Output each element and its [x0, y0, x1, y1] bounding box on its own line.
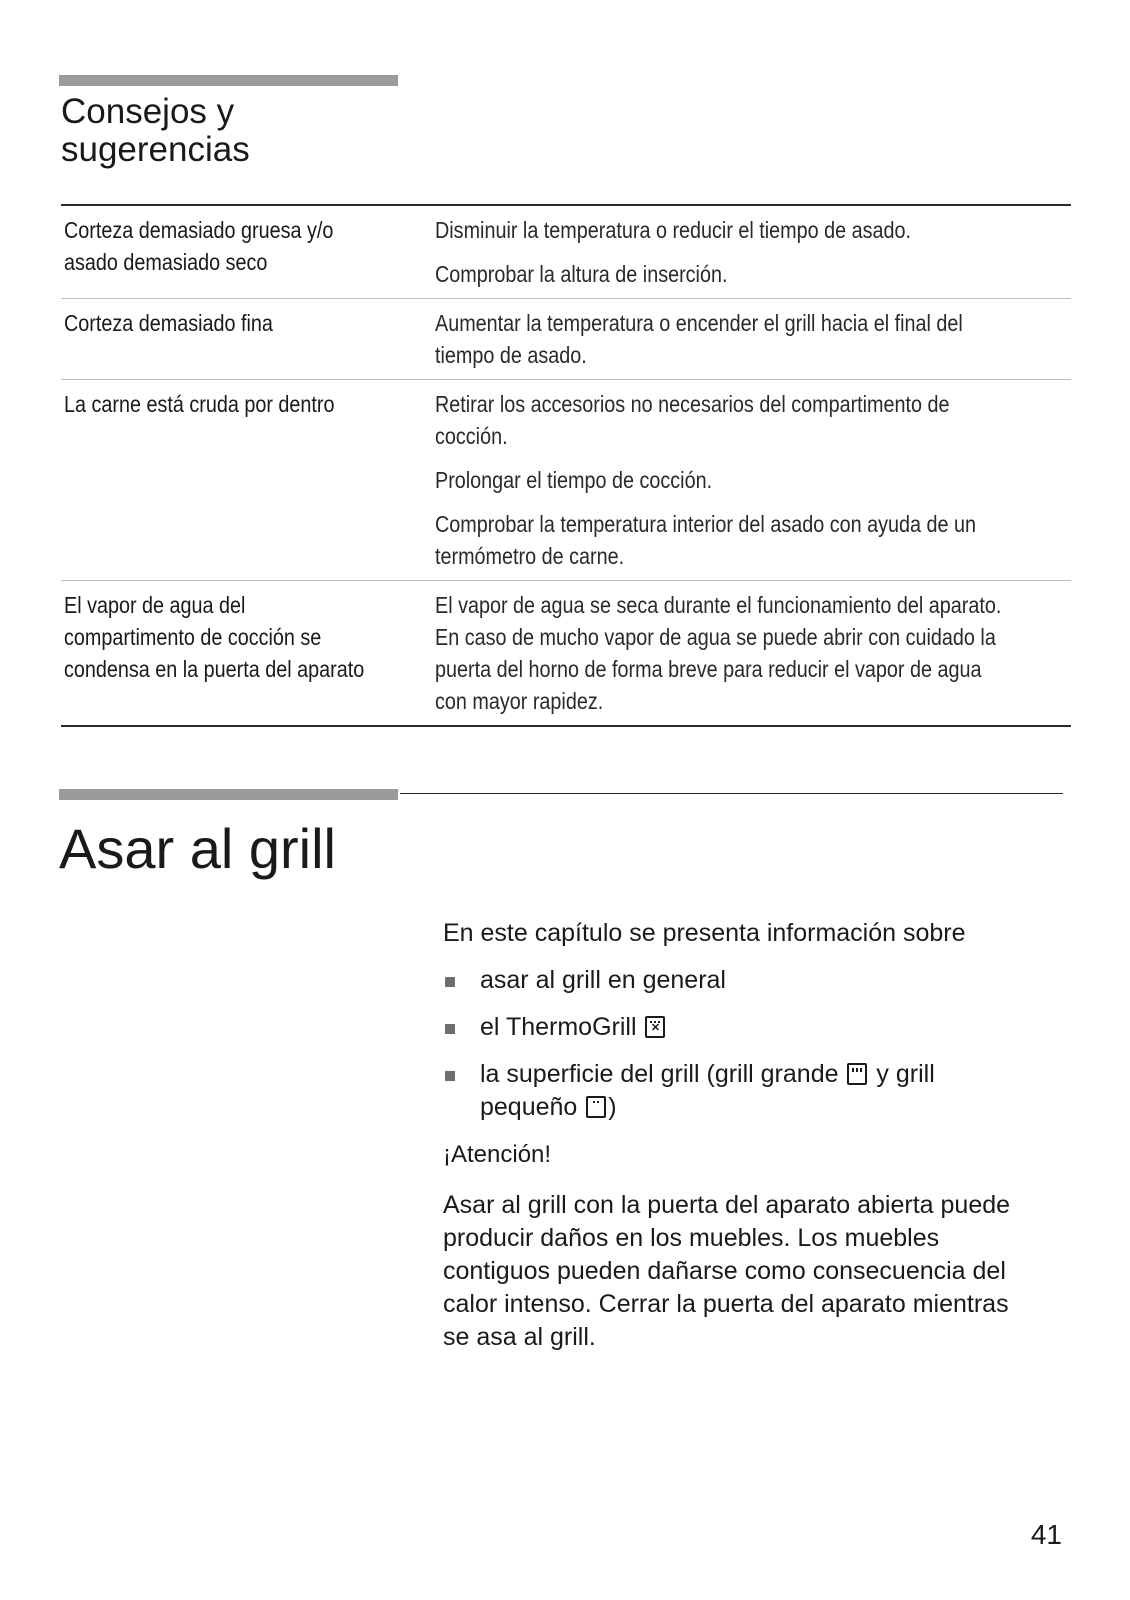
remedy-text: puerta del horno de forma breve para reducir el vapor de agua	[435, 656, 982, 682]
problem-text: Corteza demasiado fina	[64, 310, 273, 336]
remedy-paragraph	[435, 388, 1071, 452]
section-title-consejos	[61, 93, 250, 169]
remedy-cell	[430, 214, 1071, 290]
warning-line: producir daños en los muebles. Los muebles	[443, 1224, 940, 1252]
problem-cell	[61, 307, 430, 371]
large-grill-icon	[847, 1063, 867, 1085]
remedy-paragraph	[435, 214, 1071, 246]
section-bar-top	[59, 75, 398, 86]
tips-table	[61, 204, 1071, 727]
list-item-text: asar al grill en general	[480, 966, 726, 994]
warning-line: Asar al grill con la puerta del aparato abierta puede	[443, 1191, 1011, 1219]
square-bullet-icon	[445, 977, 455, 987]
section-bar-grill	[59, 789, 398, 800]
list-item-text: y grill	[876, 1060, 935, 1088]
intro-text: En este capítulo se presenta información sobre	[443, 919, 966, 947]
remedy-paragraph	[435, 464, 1071, 496]
remedy-text: En caso de mucho vapor de agua se puede abrir con cuidado la	[435, 624, 996, 650]
table-row	[61, 206, 1071, 298]
page-number: 41	[1030, 1519, 1062, 1550]
list-item	[443, 1058, 1063, 1124]
list-item-text: pequeño	[480, 1093, 578, 1121]
list-item-text: )	[608, 1093, 617, 1121]
title-line-1: Consejos y	[61, 92, 235, 131]
problem-cell	[61, 214, 430, 290]
table-row	[61, 580, 1071, 725]
small-grill-icon	[586, 1096, 606, 1118]
warning-line: se asa al grill.	[443, 1323, 596, 1351]
thermogrill-icon	[645, 1016, 665, 1038]
remedy-paragraph	[435, 508, 1071, 572]
problem-text: El vapor de agua del	[64, 592, 246, 618]
remedy-text: Prolongar el tiempo de cocción.	[435, 467, 713, 493]
remedy-text: cocción.	[435, 423, 508, 449]
chapter-content	[443, 917, 1063, 1354]
problem-text: Corteza demasiado gruesa y/o	[64, 217, 334, 243]
remedy-text: Retirar los accesorios no necesarios del compartimento de	[435, 391, 950, 417]
remedy-cell	[430, 589, 1094, 717]
list-item-text: la superficie del grill (grill grande	[480, 1060, 839, 1088]
problem-cell	[61, 589, 430, 717]
list-item	[443, 1011, 1063, 1044]
topic-list	[443, 964, 1063, 1124]
problem-cell	[61, 388, 430, 572]
chapter-rule	[400, 793, 1063, 794]
remedy-text: con mayor rapidez.	[435, 688, 604, 714]
remedy-text: El vapor de agua se seca durante el funcionamiento del aparato.	[435, 592, 1002, 618]
attention-label: ¡Atención!	[443, 1141, 552, 1168]
remedy-paragraph	[435, 307, 1071, 371]
remedy-text: Disminuir la temperatura o reducir el tiempo de asado.	[435, 217, 912, 243]
warning-line: contiguos pueden dañarse como consecuencia del	[443, 1257, 1006, 1285]
problem-text: La carne está cruda por dentro	[64, 391, 335, 417]
square-bullet-icon	[445, 1071, 455, 1081]
problem-text: condensa en la puerta del aparato	[64, 656, 365, 682]
problem-text: asado demasiado seco	[64, 249, 268, 275]
problem-text: compartimento de cocción se	[64, 624, 322, 650]
table-row	[61, 298, 1071, 379]
remedy-paragraph	[435, 258, 1071, 290]
remedy-paragraph	[435, 589, 1094, 717]
warning-text	[443, 1189, 1063, 1354]
list-item	[443, 964, 1063, 997]
remedy-text: Comprobar la temperatura interior del asado con ayuda de un	[435, 511, 976, 537]
remedy-cell	[430, 388, 1071, 572]
remedy-text: tiempo de asado.	[435, 342, 587, 368]
title-line-2: sugerencias	[61, 130, 250, 169]
chapter-title: Asar al grill	[59, 817, 336, 880]
list-item-text: el ThermoGrill	[480, 1013, 637, 1041]
warning-line: calor intenso. Cerrar la puerta del aparato mientras	[443, 1290, 1009, 1318]
remedy-cell	[430, 307, 1071, 371]
remedy-text: termómetro de carne.	[435, 543, 625, 569]
remedy-text: Comprobar la altura de inserción.	[435, 261, 728, 287]
square-bullet-icon	[445, 1024, 455, 1034]
remedy-text: Aumentar la temperatura o encender el grill hacia el final del	[435, 310, 963, 336]
table-row	[61, 379, 1071, 580]
